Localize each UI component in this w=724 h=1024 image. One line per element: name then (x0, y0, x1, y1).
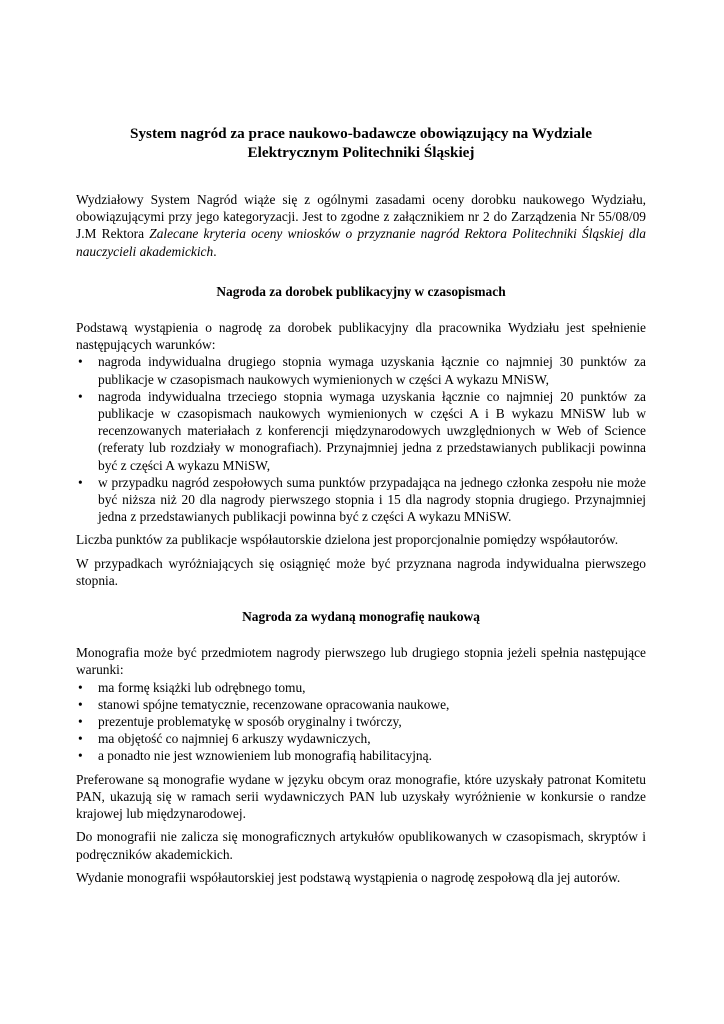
list-item: • prezentuje problematykę w sposób oryginalny i twórczy, (76, 713, 646, 730)
section2-conditions-list (76, 679, 646, 765)
intro-paragraph (76, 191, 646, 260)
section1-paragraph-2: W przypadkach wyróżniających się osiągnięć może być przyznana nagroda indywidualna pierwszego stopnia. (76, 555, 646, 588)
title-line-1: System nagród za prace naukowo-badawcze obowiązujący na Wydziale (130, 125, 592, 142)
section-heading-monograph: Nagroda za wydaną monografię naukową (242, 609, 480, 625)
list-item: • nagroda indywidualna drugiego stopnia wymaga uzyskania łącznie co najmniej 30 punktów za publikacje w czasopismach naukowych wymienionych w części A wykazu MNiSW, (76, 353, 646, 387)
section2-paragraph-1: Preferowane są monografie wydane w języku obcym oraz monografie, które uzyskały patronat Komitetu PAN, ukazują się w ramach serii wydawniczych PAN lub uzyskały wyróżnienie w konkursie o randze krajowej lub międzynarodowej. (76, 771, 646, 822)
section-heading-publications: Nagroda za dorobek publikacyjny w czasopismach (216, 283, 506, 299)
intro-italic-title: Zalecane kryteria oceny wniosków o przyznanie nagród Rektora Politechniki Śląskiej dla nauczycieli akademickich (76, 226, 646, 259)
section1-conditions-list (76, 353, 646, 525)
section2-paragraph-3: Wydanie monografii współautorskiej jest podstawą wystąpienia o nagrodę zespołową dla jej autorów. (76, 869, 621, 885)
title-line-2: Elektrycznym Politechniki Śląskiej (247, 144, 475, 161)
document-title (76, 124, 646, 162)
list-item: • a ponadto nie jest wznowieniem lub monografią habilitacyjną. (76, 747, 646, 764)
intro-text: Wydziałowy System Nagród wiąże się z ogólnymi zasadami oceny dorobku naukowego Wydziału, obowiązującymi przy jego kategoryzacji. Jest to zgodne z załącznikiem nr 2 do Zarządzenia Nr 55/08/09 J.M Rektora (76, 192, 646, 242)
list-item: • ma formę książki lub odrębnego tomu, (76, 679, 646, 696)
section2-paragraph-2: Do monografii nie zalicza się monograficznych artykułów opublikowanych w czasopismach, skryptów i podręczników akademickich. (76, 829, 646, 862)
section2-lead: Monografia może być przedmiotem nagrody pierwszego lub drugiego stopnia jeżeli spełnia następujące warunki: (76, 645, 646, 678)
section1-paragraph-1: Liczba punktów za publikacje współautorskie dzielona jest proporcjonalnie pomiędzy współautorów. (76, 532, 619, 548)
list-item: • w przypadku nagród zespołowych suma punktów przypadająca na jednego członka zespołu nie może być niższa niż 20 dla nagrody pierwszego stopnia i 15 dla nagrody stopnia drugiego. Przynajmniej jedna z przedstawianych publikacji powinna być z części A wykazu MNiSW. (76, 474, 646, 526)
list-item: • stanowi spójne tematycznie, recenzowane opracowania naukowe, (76, 696, 646, 713)
list-item: • ma objętość co najmniej 6 arkuszy wydawniczych, (76, 730, 646, 747)
section1-lead: Podstawą wystąpienia o nagrodę za dorobek publikacyjny dla pracownika Wydziału jest spełnienie następujących warunków: (76, 320, 646, 353)
intro-end: . (213, 243, 217, 259)
document-page (76, 124, 646, 892)
list-item: • nagroda indywidualna trzeciego stopnia wymaga uzyskania łącznie co najmniej 20 punktów za publikacje w czasopismach naukowych wymienionych w części A i B wykazu MNiSW lub w recenzowanych materiałach z konferencji międzynarodowych uwzględnionych w Web of Science (referaty lub rozdziały w monografiach). Przynajmniej jedna z przedstawianych publikacji powinna być z części A wykazu MNiSW, (76, 388, 646, 474)
